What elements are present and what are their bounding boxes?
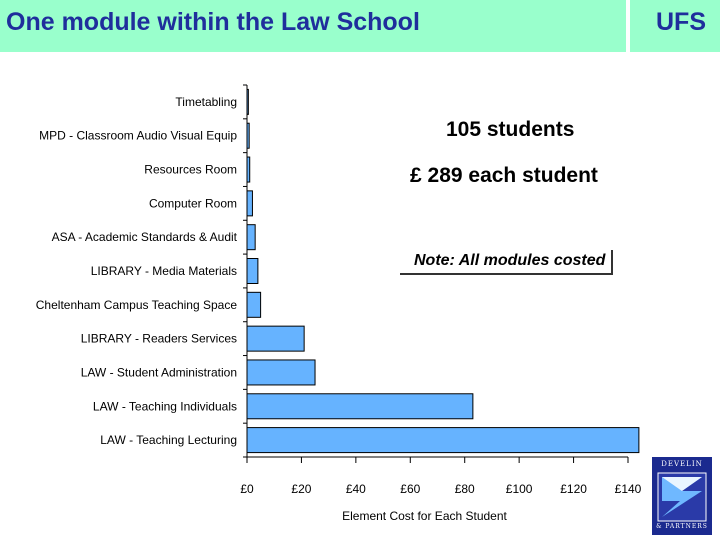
x-tick-label: £40 [345,482,366,496]
bar [247,394,473,419]
category-label: ASA - Academic Standards & Audit [51,230,237,245]
x-axis-title: Element Cost for Each Student [342,509,507,523]
category-label: Timetabling [175,94,237,109]
note-callout: Note: All modules costed [400,250,613,275]
logo-subtitle: & PARTNERS [656,523,708,530]
x-tick-label: £0 [240,482,254,496]
category-label: LIBRARY - Media Materials [90,264,237,278]
category-label: Computer Room [148,196,237,211]
slide-title: One module within the Law School [6,8,420,36]
x-tick-label: £140 [614,482,642,496]
students-callout: 105 students [446,118,575,141]
x-tick-label: £80 [454,482,475,496]
x-tick-label: £120 [560,482,587,496]
category-label: LAW - Student Administration [80,365,237,380]
develin-logo [652,457,712,535]
category-label: LIBRARY - Readers Services [80,331,237,346]
bar [247,326,304,351]
x-tick-label: £60 [400,482,421,496]
x-tick-label: £20 [291,482,312,496]
bar [247,191,252,216]
x-tick-label: £100 [505,482,533,496]
cost-callout: £ 289 each student [410,164,598,187]
bar [247,225,255,250]
category-label: Cheltenham Campus Teaching Space [35,297,237,312]
logo-name: DEVELIN [661,460,703,468]
bar [247,428,639,453]
bar [247,292,261,317]
category-label: LAW - Teaching Individuals [92,399,237,414]
category-label: LAW - Teaching Lecturing [100,433,237,448]
category-label: MPD - Classroom Audio Visual Equip [39,128,237,143]
category-label: Resources Room [144,162,237,177]
brand-label: UFS [656,8,706,36]
bar [247,259,258,284]
bar [247,360,315,385]
